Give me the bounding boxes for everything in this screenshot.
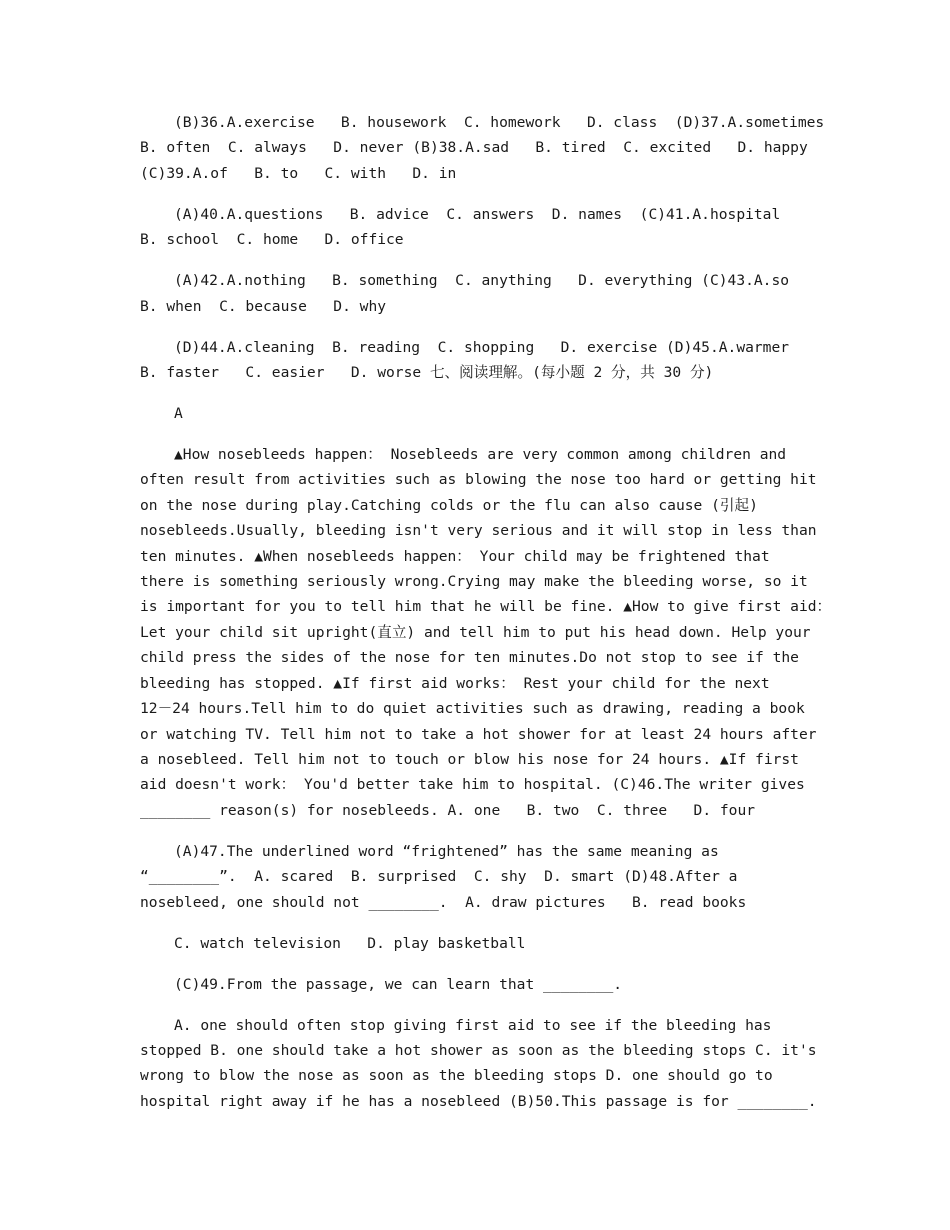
text-line: wrong to blow the nose as soon as the bleeding stops D. one should go to: [140, 1067, 773, 1085]
reading-passage: [140, 442, 840, 823]
text-line: nosebleeds.Usually, bleeding isn't very serious and it will stop in less than: [140, 522, 817, 540]
text-line: B. when C. because D. why: [140, 297, 387, 315]
text-line: (A)47.The underlined word “frightened” has the same meaning as: [174, 842, 719, 860]
text-line: stopped B. one should take a hot shower as soon as the bleeding stops C. it's: [140, 1041, 817, 1059]
question-block-42-43: [140, 268, 840, 319]
text-line: B. faster C. easier D. worse 七、阅读理解。(每小题 2 分，共 30 分): [140, 364, 714, 382]
question-49: [140, 972, 840, 997]
text-line: ▲How nosebleeds happen： Nosebleeds are very common among children and: [174, 446, 787, 464]
question-block-36-39: [140, 110, 840, 186]
text-line: (B)36.A.exercise B. housework C. homework D. class (D)37.A.sometimes: [174, 114, 825, 131]
question-block-40-41: [140, 202, 840, 253]
text-line: B. often C. always D. never (B)38.A.sad B. tired C. excited D. happy: [140, 139, 808, 157]
text-line: A: [174, 405, 183, 423]
text-line: child press the sides of the nose for ten minutes.Do not stop to see if the: [140, 649, 799, 667]
text-line: C. watch television D. play basketball: [174, 934, 526, 952]
text-line: (A)42.A.nothing B. something C. anything D. everything (C)43.A.so: [174, 272, 790, 290]
text-line: is important for you to tell him that he will be fine. ▲How to give first aid：: [140, 598, 832, 616]
text-line: (D)44.A.cleaning B. reading C. shopping D. exercise (D)45.A.warmer: [174, 338, 790, 356]
passage-label: [140, 401, 840, 426]
question-48-options: [140, 931, 840, 956]
text-line: a nosebleed. Tell him not to touch or blow his nose for 24 hours. ▲If first: [140, 750, 799, 768]
text-line: Let your child sit upright(直立) and tell him to put his head down. Help your: [140, 623, 811, 641]
text-line: often result from activities such as blowing the nose too hard or getting hit: [140, 471, 817, 489]
text-line: (C)39.A.of B. to C. with D. in: [140, 164, 457, 182]
text-line: ________ reason(s) for nosebleeds. A. one B. two C. three D. four: [140, 801, 756, 819]
text-line: A. one should often stop giving first aid to see if the bleeding has: [174, 1016, 772, 1034]
text-line: (A)40.A.questions B. advice C. answers D. names (C)41.A.hospital: [174, 205, 781, 223]
question-block-44-45: [140, 335, 840, 386]
question-block-47-48: [140, 839, 840, 915]
text-line: B. school C. home D. office: [140, 231, 404, 249]
text-line: aid doesn't work： You'd better take him to hospital. (C)46.The writer gives: [140, 776, 805, 794]
document-page: [140, 110, 840, 1130]
text-line: nosebleed, one should not ________. A. draw pictures B. read books: [140, 893, 747, 911]
text-line: “________”. A. scared B. surprised C. shy D. smart (D)48.After a: [140, 868, 738, 886]
text-line: on the nose during play.Catching colds or the flu can also cause (引起): [140, 496, 758, 514]
text-line: there is something seriously wrong.Crying may make the bleeding worse, so it: [140, 573, 808, 591]
question-49-50-options: [140, 1013, 840, 1115]
text-line: hospital right away if he has a nosebleed (B)50.This passage is for ________.: [140, 1092, 826, 1110]
text-line: ten minutes. ▲When nosebleeds happen： Your child may be frightened that: [140, 547, 770, 565]
text-line: bleeding has stopped. ▲If first aid works： Rest your child for the next: [140, 674, 770, 692]
text-line: (C)49.From the passage, we can learn that ________.: [174, 975, 631, 993]
text-line: 12－24 hours.Tell him to do quiet activities such as drawing, reading a book: [140, 700, 805, 718]
text-line: or watching TV. Tell him not to take a hot shower for at least 24 hours after: [140, 725, 817, 743]
